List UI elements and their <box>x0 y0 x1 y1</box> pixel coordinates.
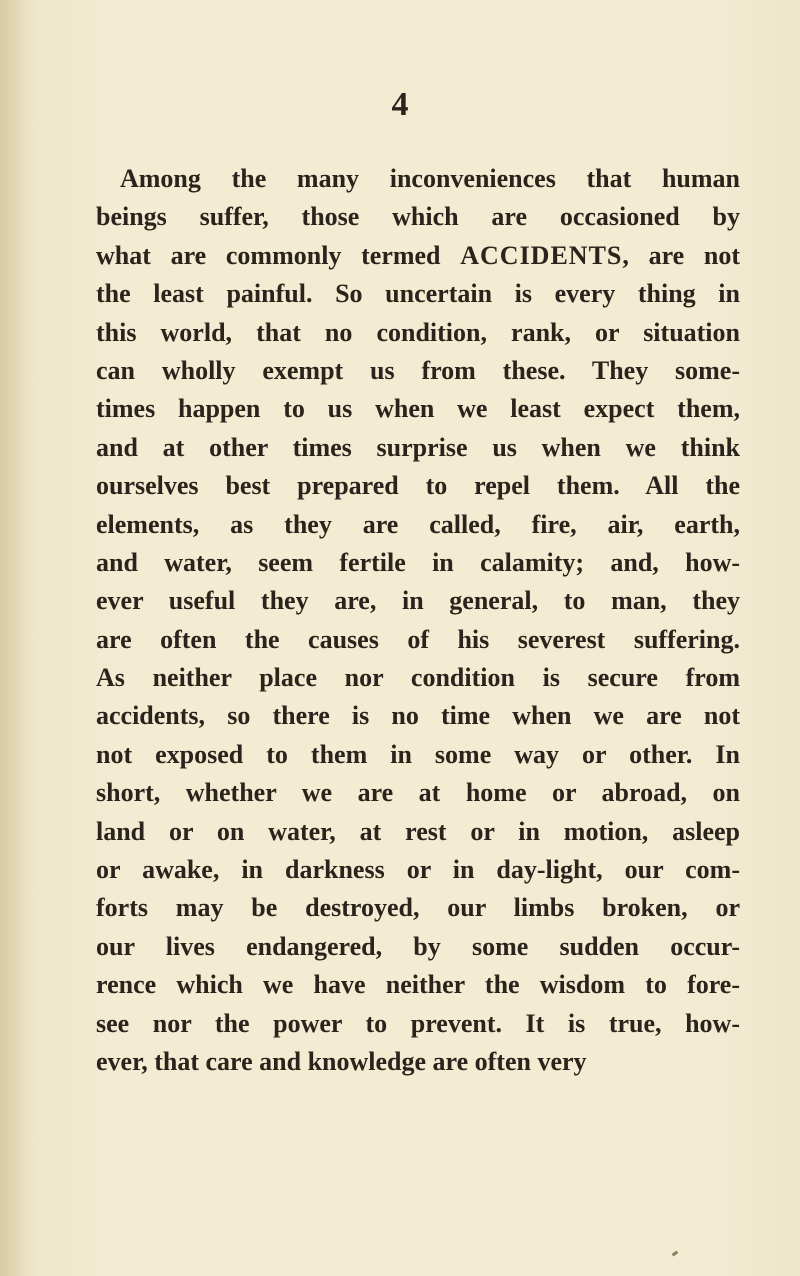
small-caps-term: ACCIDENTS <box>460 240 623 270</box>
text-line: our lives endangered, by some sudden occur- <box>96 931 740 961</box>
text-line: not exposed to them in some way or other. In <box>96 739 740 769</box>
text-line: Among the many inconveniences that human <box>120 164 740 193</box>
page-gutter-shadow <box>0 0 28 1276</box>
text-line: are often the causes of his severest suffering. <box>96 624 740 654</box>
text-line: elements, as they are called, fire, air, earth, <box>96 509 740 539</box>
text-line: ever, that care and knowledge are often very <box>96 1046 587 1076</box>
text-line: and at other times surprise us when we think <box>96 432 740 462</box>
page-number: 4 <box>391 86 409 123</box>
text-segment: what are commonly termed <box>96 240 441 270</box>
body-text <box>96 160 740 1081</box>
text-line: the least painful. So uncertain is every thing in <box>96 279 740 309</box>
ink-mark <box>672 1251 679 1257</box>
text-line: or awake, in darkness or in day-light, our com- <box>96 855 740 885</box>
text-line: As neither place nor condition is secure from <box>96 663 740 693</box>
text-line: land or on water, at rest or in motion, asleep <box>96 816 740 846</box>
text-line: accidents, so there is no time when we are not <box>96 701 740 731</box>
text-line: rence which we have neither the wisdom to fore- <box>96 970 740 1000</box>
text-line: see nor the power to prevent. It is true, how- <box>96 1008 740 1038</box>
text-line: forts may be destroyed, our limbs broken, or <box>96 893 740 923</box>
text-line: ourselves best prepared to repel them. All the <box>96 471 740 501</box>
text-line <box>96 237 740 275</box>
text-line: times happen to us when we least expect them, <box>96 394 740 424</box>
text-line: this world, that no condition, rank, or situation <box>96 317 740 347</box>
text-line: ever useful they are, in general, to man, they <box>96 586 740 616</box>
text-line: can wholly exempt us from these. They some- <box>96 355 740 385</box>
text-line: and water, seem fertile in calamity; and, how- <box>96 547 740 577</box>
text-segment: , are not <box>622 240 741 270</box>
text-line: beings suffer, those which are occasioned by <box>96 202 740 232</box>
text-line: short, whether we are at home or abroad, on <box>96 778 740 808</box>
